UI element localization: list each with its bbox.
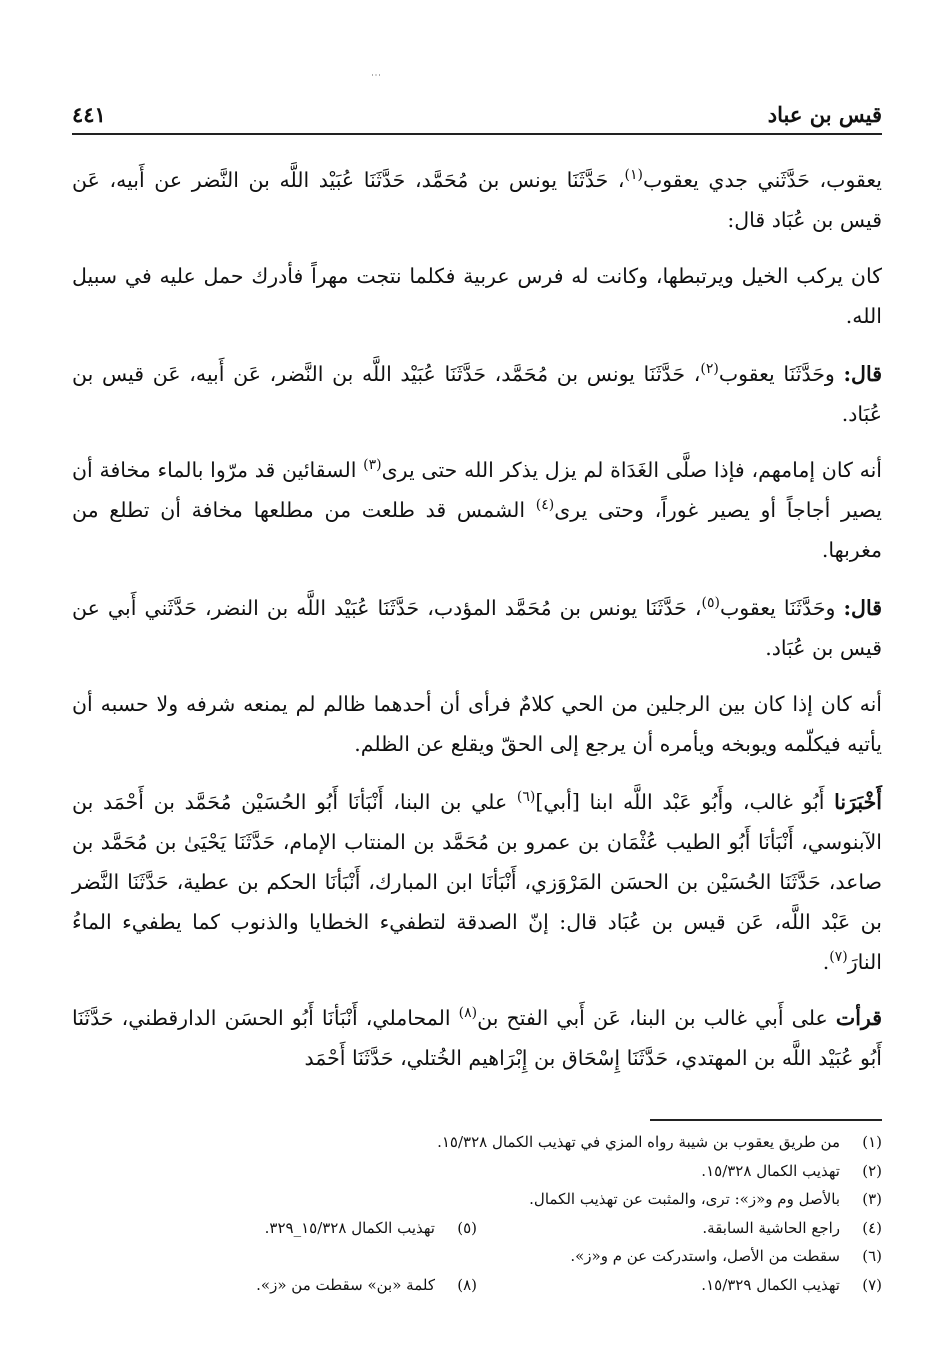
paragraph-text: علي بن البنا، أَنْبَأنَا أَبُو الحُسَيْن مُحَمَّد بن أَحْمَد بن الآبنوسي، أَنْبَأنَا أَبُو الطيب عُثْمَان بن عمرو بن مُحَمَّد بن المنتاب الإمام، حَدَّثَنَا يَحْيَىٰ بن مُحَمَّد بن صاعد، حَدَّثَنَا الحُسَيْن بن الحسَن المَرْوَزي، أَنْبَأنَا ابن المبارك، أَنْبَأنَا الحكم بن عطية، حَدَّثَنَا النَّضر بن عَبْد اللَّه، عَن قيس بن عُبَاد قال: إنّ الصدقة لتطفيء الخطايا والذنوب كما يطفيء الماءُ النارَ [72,790,882,974]
book-page [72,0,882,1351]
footnote [477,1271,882,1300]
footnote [72,1157,882,1186]
footnote-row [72,1157,882,1186]
footnote-number: (٢) [862,1161,882,1180]
paragraph-text: يعقوب، حَدَّثَني جدي يعقوب [642,168,883,192]
paragraph-text: أَبُو غالب، وأَبُو عَبْد اللَّه ابنا [أبي] [535,790,835,814]
footnote-text: كلمة «بن» سقطت من «ز». [256,1275,435,1294]
paragraph-text: وحَدَّثَنَا يعقوب [718,362,844,386]
header-divider [72,133,882,135]
running-head [72,98,882,130]
paragraph-isnad-2 [72,354,882,434]
scan-mark: ⋮ [370,70,381,80]
footnote [72,1271,477,1300]
paragraph-lead-word: قال: [843,596,882,620]
paragraph-text: ، حَدَّثَنَا يونس بن مُحَمَّد، حَدَّثَنَا عُبَيْد اللَّه بن النَّضر، عَن أَبيه، عَن قيس بن عُبَاد. [72,362,882,426]
footnote-text: تهذيب الكمال ١٥/٣٢٩. [701,1275,840,1294]
main-text [72,160,882,1094]
paragraph-text: الشمس قد طلعت من مطلعها مخافة أن تطلع من مغربها. [72,498,882,562]
paragraph-text: . [822,950,830,974]
footnote [72,1128,882,1157]
paragraph-text: أنه كان إذا كان بين الرجلين من الحي كلامٌ فرأى أن أحدهما ظالم لم يمنعه شرفه ولا حسبه أن يأتيه فيكلّمه ويوبخه ويأمره أن يرجع إلى الحقّ ويقلع عن الظلم. [72,692,882,756]
footnote-mark: (٧) [829,949,848,966]
footnote-text: سقطت من الأصل، واستدركت عن م و«ز». [570,1247,840,1265]
paragraph-text: ، حَدَّثَنَا يونس بن مُحَمَّد، حَدَّثَنَا عُبَيْد اللَّه بن النَّضر عن أَبيه، عَن قيس بن عُبَاد قال: [72,168,882,232]
footnote [72,1214,477,1243]
footnote-row [72,1128,882,1157]
footnote-number: (٥) [457,1218,477,1237]
paragraph-isnad-3 [72,588,882,668]
footnote-text: تهذيب الكمال ١٥/٣٢٨. [701,1161,840,1180]
footnote-text: من طريق يعقوب بن شيبة رواه المزي في تهذيب الكمال ١٥/٣٢٨. [437,1133,840,1151]
footnote-number: (١) [862,1133,882,1151]
footnote-mark: (٢) [700,361,719,378]
footnote-mark: (٣) [363,457,382,474]
footnote-text: تهذيب الكمال ١٥/٣٢٨_٣٢٩. [264,1218,435,1237]
paragraph-narration-3 [72,684,882,764]
footnote-row [72,1242,882,1271]
paragraph-text: أنه كان إمامهم، فإذا صلَّى الغَدَاة لم يزل يذكر الله حتى يرى [381,458,882,482]
footnote-divider [650,1119,882,1121]
footnote-text: راجع الحاشية السابقة. [702,1218,840,1237]
paragraph-lead-word: أَخْبَرَنا [834,790,882,814]
footnote-mark: (٨) [458,1005,478,1022]
paragraph-isnad-1 [72,160,882,240]
footnote-number: (٤) [862,1218,882,1237]
footnote-row [72,1214,882,1243]
paragraph-text: المحاملي، أَنْبَأنَا أَبُو الحسَن الدارقطني، حَدَّثَنَا أَبُو عُبَيْد اللَّه بن المهتدي، حَدَّثَنَا إِسْحَاق بن إِبْرَاهيم الخُتلي، حَدَّثَنَا أَحْمَد [72,1006,882,1070]
paragraph-lead-word: قال: [843,362,882,386]
footnote-mark: (٤) [535,497,555,514]
paragraph-text: ، حَدَّثَنَا يونس بن مُحَمَّد المؤدب، حَدَّثَنَا عُبَيْد اللَّه بن النضر، حَدَّثَني أَبي عن قيس بن عُبَاد. [72,596,882,660]
footnote [72,1185,882,1214]
footnote-mark: (٥) [701,595,720,612]
footnote-mark: (١) [624,167,643,184]
paragraph-narration-2 [72,450,882,570]
paragraph-narration-1 [72,256,882,336]
footnotes [72,1128,882,1299]
footnote-number: (٣) [862,1190,882,1208]
page-number: ٤٤١ [72,101,106,127]
paragraph-text: وحَدَّثَنَا يعقوب [719,596,844,620]
paragraph-isnad-5 [72,998,882,1078]
paragraph-text: كان يركب الخيل ويرتبطها، وكانت له فرس عربية فكلما نتجت مهراً فأدرك حمل عليه في سبيل الله. [72,264,882,328]
footnote-number: (٨) [457,1275,477,1294]
paragraph-text: السقائين قد مرّوا بالماء مخافة أن يصير أجاجاً أو يصير غوراً، وحتى يرى [72,458,882,522]
footnote-number: (٧) [862,1275,882,1294]
paragraph-text: على أَبي غالب بن البنا، عَن أَبي الفتح بن [477,1006,836,1030]
footnote-mark: (٦) [516,789,536,806]
footnote [477,1214,882,1243]
paragraph-isnad-4 [72,782,882,982]
paragraph-lead-word: قرأت [835,1006,883,1030]
running-title: قيس بن عباد [767,101,882,127]
footnote-text: بالأصل وم و«ز»: ترى، والمثبت عن تهذيب الكمال. [529,1190,840,1208]
footnote-row [72,1271,882,1300]
footnote-number: (٦) [862,1247,882,1265]
footnote-row [72,1185,882,1214]
footnote [72,1242,882,1271]
